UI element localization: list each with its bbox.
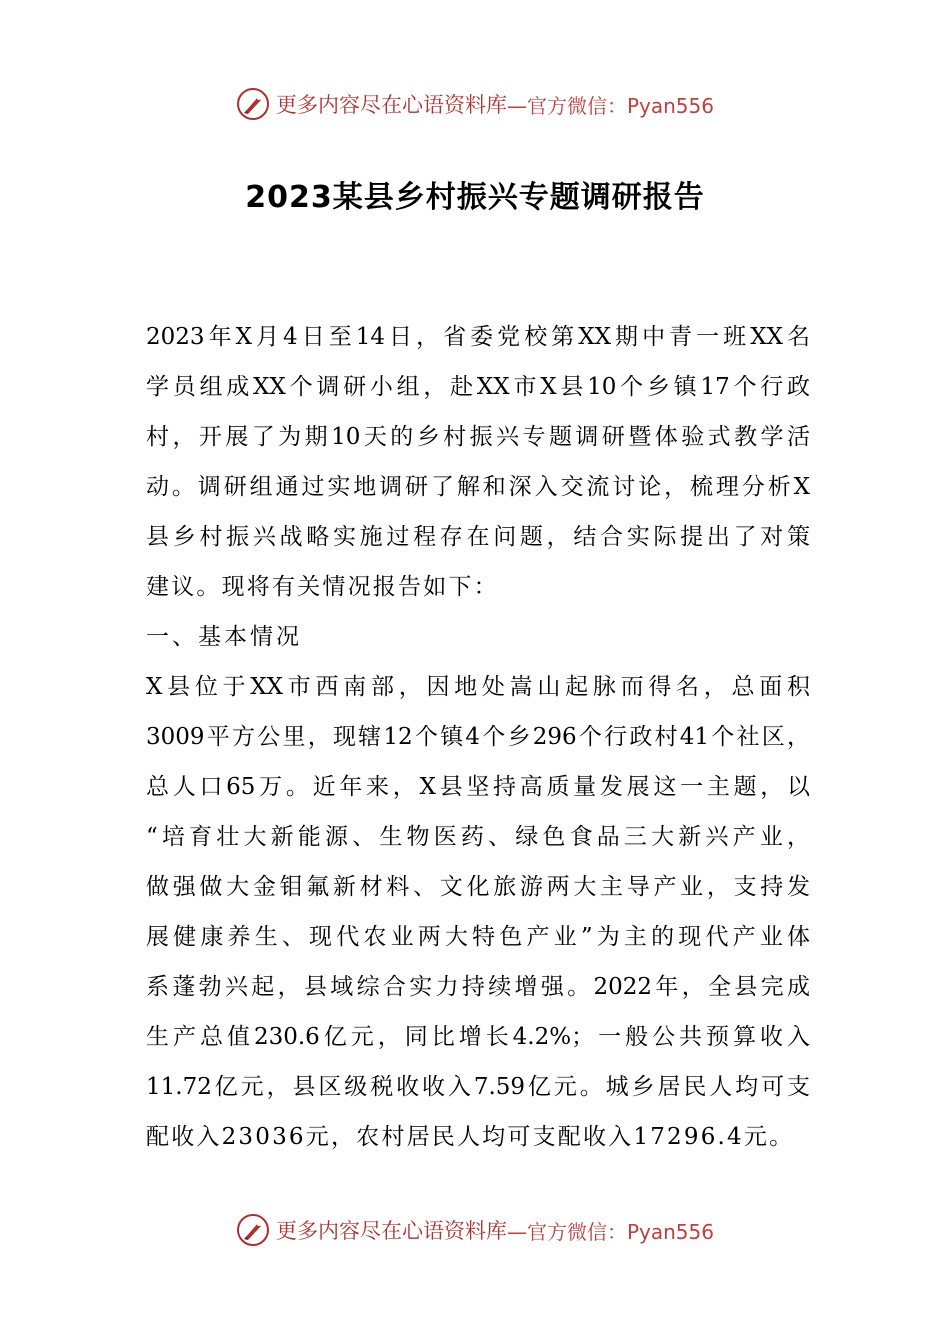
pen-nib-circle-icon (236, 1213, 270, 1247)
paragraph-line: 3009平方公里，现辖12个镇4个乡296个行政村41个社区， (146, 724, 810, 750)
paragraph-line: 做强做大金钼氟新材料、文化旅游两大主导产业，支持发 (146, 874, 810, 900)
paragraph-line: 建议。现将有关情况报告如下： (146, 574, 499, 600)
paragraph-line: 2023年X月4日至14日，省委党校第XX期中青一班XX名 (146, 324, 810, 350)
paragraph-line: 系蓬勃兴起，县域综合实力持续增强。2022年，全县完成 (146, 974, 810, 1000)
document-body (146, 312, 810, 1162)
footer-watermark (0, 1208, 950, 1252)
watermark-main-text: 更多内容尽在心语资料库 (275, 1219, 507, 1243)
paragraph-line: 县乡村振兴战略实施过程存在问题，结合实际提出了对策 (146, 524, 810, 550)
paragraph-line: 11.72亿元，县区级税收收入7.59亿元。城乡居民人均可支 (146, 1074, 810, 1100)
paragraph-line: 动。调研组通过实地调研了解和深入交流讨论，梳理分析X (146, 474, 810, 500)
paragraph-line: 生产总值230.6亿元，同比增长4.2%；一般公共预算收入 (146, 1024, 810, 1050)
paragraph-line: 村，开展了为期10天的乡村振兴专题调研暨体验式教学活 (146, 424, 810, 450)
paragraph-line: 总人口65万。近年来，X县坚持高质量发展这一主题，以 (146, 774, 810, 800)
paragraph-line: 配收入23036元，农村居民人均可支配收入17296.4元。 (146, 1124, 795, 1150)
pen-nib-circle-icon (236, 87, 270, 121)
watermark-wechat-text: —官方微信：Pyan556 (506, 93, 714, 118)
document-title: 2023某县乡村振兴专题调研报告 (245, 180, 705, 215)
watermark-wechat-text: —官方微信：Pyan556 (506, 1219, 714, 1244)
section-heading: 一、基本情况 (146, 624, 302, 650)
header-watermark (0, 82, 950, 126)
paragraph-line: X县位于XX市西南部，因地处嵩山起脉而得名，总面积 (146, 674, 810, 700)
watermark-main-text: 更多内容尽在心语资料库 (275, 93, 507, 117)
paragraph-line: 展健康养生、现代农业两大特色产业”为主的现代产业体 (146, 924, 810, 950)
paragraph-line: “培育壮大新能源、生物医药、绿色食品三大新兴产业， (146, 824, 810, 850)
paragraph-line: 学员组成XX个调研小组，赴XX市X县10个乡镇17个行政 (146, 374, 810, 400)
